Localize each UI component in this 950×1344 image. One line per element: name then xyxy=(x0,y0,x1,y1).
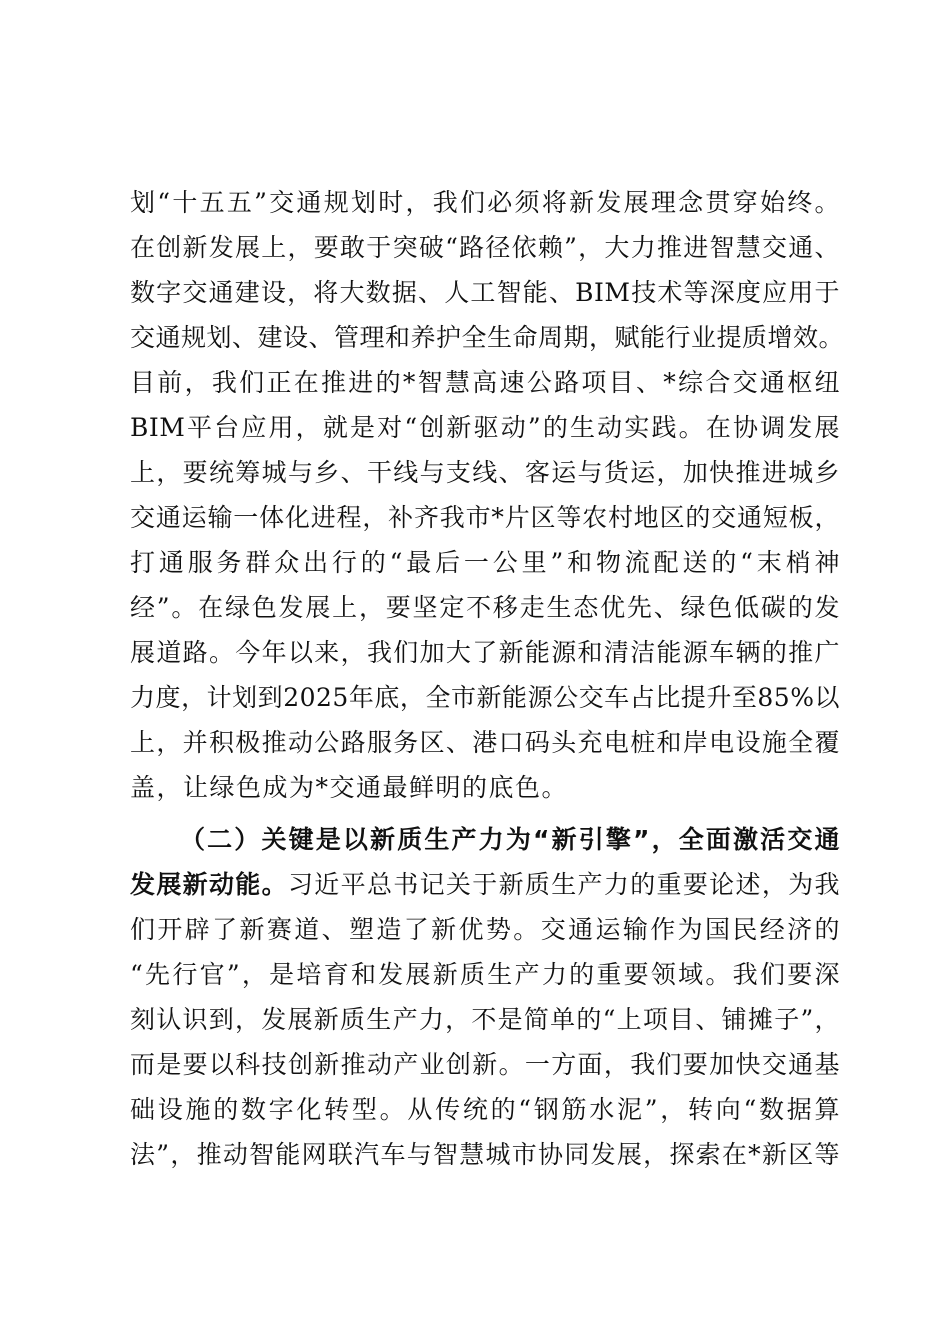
paragraph-line: 法”，推动智能网联汽车与智慧城市协同发展，探索在*新区等 xyxy=(130,1140,840,1169)
paragraph-line: 力度，计划到2025年底，全市新能源公交车占比提升至85%以 xyxy=(130,683,840,712)
paragraph-line: 划“十五五”交通规划时，我们必须将新发展理念贯穿始终。 xyxy=(130,188,840,217)
paragraph-text: 习近平总书记关于新质生产力的重要论述，为我 xyxy=(287,870,840,899)
paragraph-line: “先行官”，是培育和发展新质生产力的重要领域。我们要深 xyxy=(130,960,840,989)
paragraph-line: 在创新发展上，要敢于突破“路径依赖”，大力推进智慧交通、 xyxy=(130,233,840,262)
paragraph-line: 经”。在绿色发展上，要坚定不移走生态优先、绿色低碳的发 xyxy=(130,593,840,622)
paragraph-line: 交通规划、建设、管理和养护全生命周期，赋能行业提质增效。 xyxy=(130,323,845,352)
paragraph-line-mixed xyxy=(130,867,840,903)
section-heading-end: 发展新动能。 xyxy=(130,870,288,899)
paragraph-line: 们开辟了新赛道、塑造了新优势。交通运输作为国民经济的 xyxy=(130,915,840,944)
paragraph-line: 而是要以科技创新推动产业创新。一方面，我们要加快交通基 xyxy=(130,1050,840,1079)
paragraph-line: 目前，我们正在推进的*智慧高速公路项目、*综合交通枢纽 xyxy=(130,368,840,397)
paragraph-line: 展道路。今年以来，我们加大了新能源和清洁能源车辆的推广 xyxy=(130,638,840,667)
paragraph-line: 盖，让绿色成为*交通最鲜明的底色。 xyxy=(130,773,569,802)
section-heading-line: （二）关键是以新质生产力为“新引擎”，全面激活交通 xyxy=(180,825,840,854)
paragraph-line: 上，要统筹城与乡、干线与支线、客运与货运，加快推进城乡 xyxy=(130,458,840,487)
paragraph-line: 础设施的数字化转型。从传统的“钢筋水泥”，转向“数据算 xyxy=(130,1095,840,1124)
paragraph-line: 打通服务群众出行的“最后一公里”和物流配送的“末梢神 xyxy=(130,548,840,577)
paragraph-line: 上，并积极推动公路服务区、港口码头充电桩和岸电设施全覆 xyxy=(130,728,840,757)
paragraph-line: 数字交通建设，将大数据、人工智能、BIM技术等深度应用于 xyxy=(130,278,840,307)
paragraph-line: BIM平台应用，就是对“创新驱动”的生动实践。在协调发展 xyxy=(130,413,840,442)
paragraph-line: 刻认识到，发展新质生产力，不是简单的“上项目、铺摊子”， xyxy=(130,1005,840,1034)
paragraph-line: 交通运输一体化进程，补齐我市*片区等农村地区的交通短板， xyxy=(130,503,840,532)
